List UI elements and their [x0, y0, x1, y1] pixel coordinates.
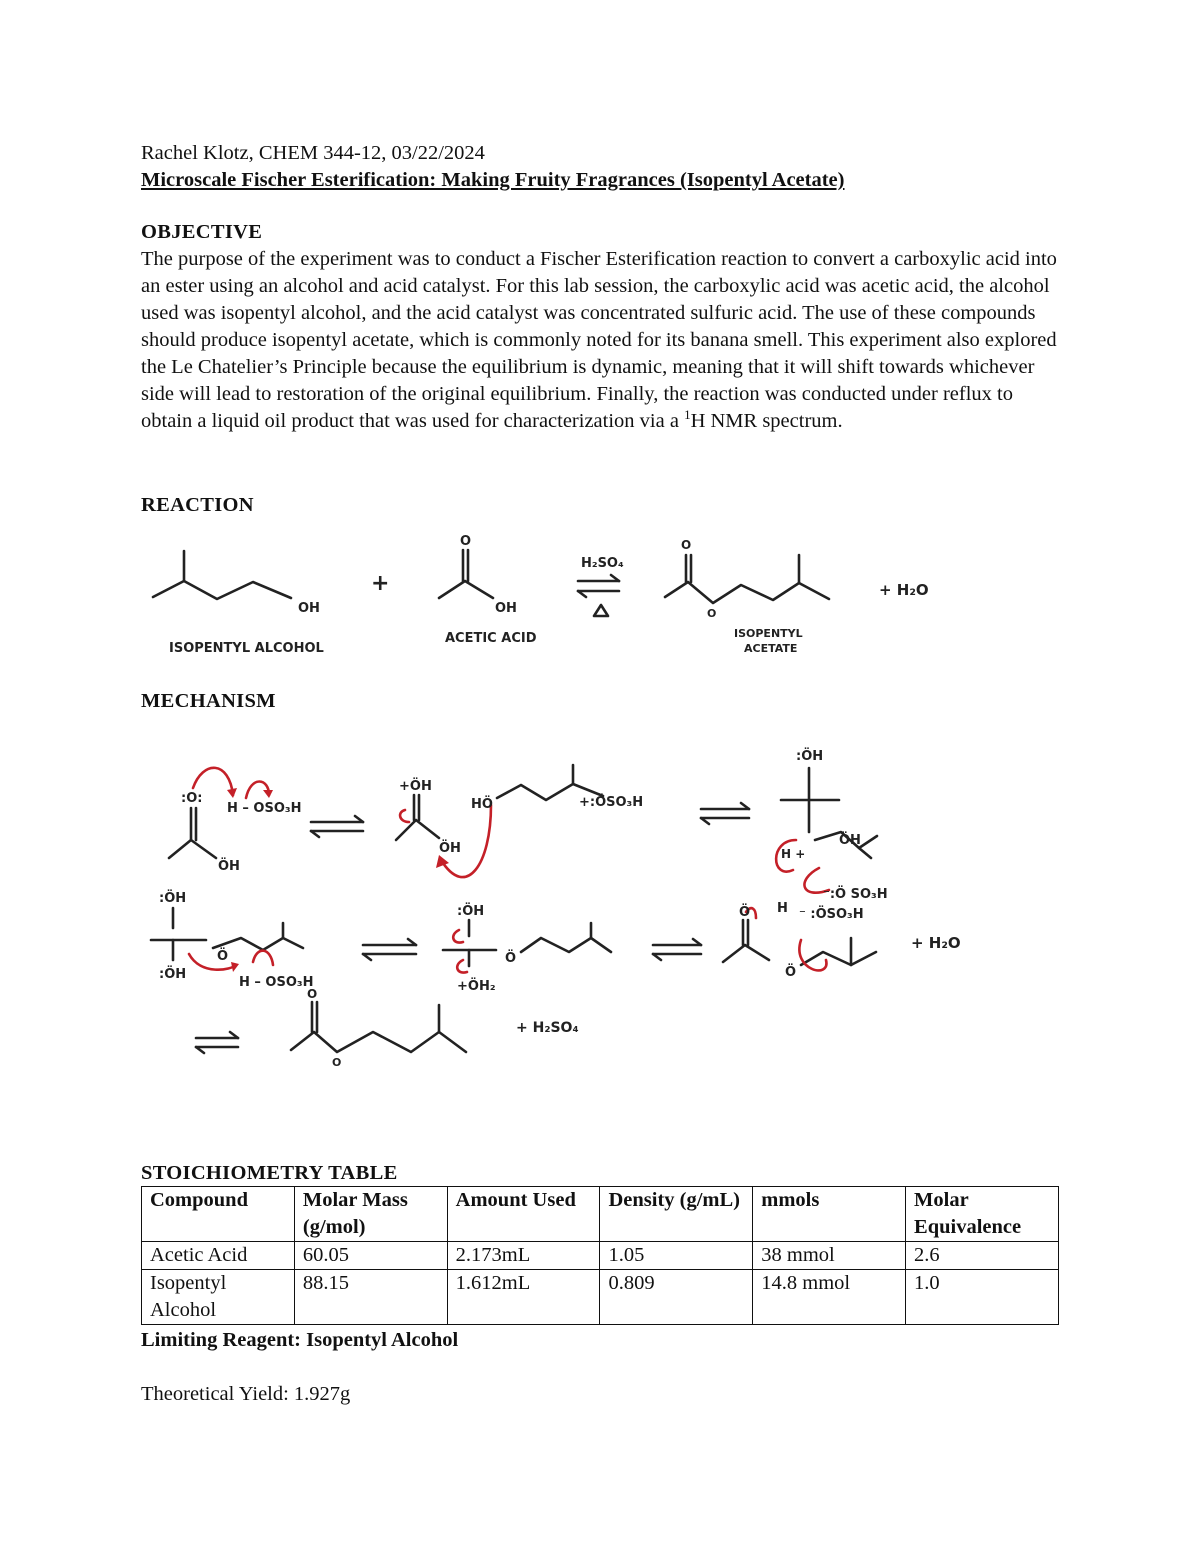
- reaction-scheme: [141, 525, 1061, 670]
- isopentyl-alcohol-label: ISOPENTYL ALCOHOL: [169, 641, 324, 656]
- mechanism-scheme: [141, 740, 1061, 1125]
- svg-text:⁻:Ö SO₃H: ⁻:Ö SO₃H: [823, 887, 888, 902]
- svg-text:Ö: Ö: [785, 965, 797, 980]
- svg-text:Ö: Ö: [217, 949, 229, 964]
- arrow-proton-transfer: [189, 954, 236, 970]
- acetate-label: ACETATE: [744, 642, 798, 655]
- heat-triangle: [594, 605, 608, 616]
- acetic-acid-structure: [439, 581, 493, 598]
- svg-text:O: O: [332, 1056, 342, 1069]
- arrow-water-leave: [453, 930, 463, 943]
- catalyst-label: H₂SO₄: [581, 556, 624, 571]
- svg-text:ÖH: ÖH: [218, 859, 240, 874]
- svg-text:⁻ :ÖSO₃H: ⁻ :ÖSO₃H: [799, 907, 864, 922]
- svg-text:Ö: Ö: [739, 905, 751, 920]
- svg-text:HÖ: HÖ: [471, 797, 493, 812]
- objective-section: [141, 219, 1061, 435]
- svg-text:+ÖH₂: +ÖH₂: [457, 979, 496, 994]
- svg-text:+ H₂SO₄: + H₂SO₄: [516, 1020, 579, 1036]
- svg-text::ÖH: :ÖH: [796, 749, 824, 764]
- table-row: Isopentyl Alcohol 88.15 1.612mL 0.809 14.8 mmol 1.0: [142, 1270, 1059, 1325]
- svg-text::ÖH: :ÖH: [457, 904, 485, 919]
- isopentyl-alcohol-structure: [153, 581, 291, 599]
- svg-text:+ H₂O: + H₂O: [911, 934, 961, 952]
- nmr-superscript: 1: [684, 407, 691, 422]
- objective-heading: OBJECTIVE: [141, 221, 263, 243]
- limiting-reagent: Limiting Reagent: Isopentyl Alcohol: [141, 1329, 459, 1351]
- col-mmols: mmols: [753, 1187, 906, 1242]
- svg-text::ÖH: :ÖH: [159, 967, 187, 982]
- svg-text:ÖH: ÖH: [439, 841, 461, 856]
- svg-text:H – OSO₃H: H – OSO₃H: [239, 975, 314, 990]
- arrow-bond-to-o: [246, 782, 269, 799]
- plus-water-label: + H₂O: [879, 581, 929, 599]
- table-row: Acetic Acid 60.05 2.173mL 1.05 38 mmol 2.6: [142, 1242, 1059, 1270]
- svg-text:O: O: [307, 987, 318, 1001]
- objective-paragraph: The purpose of the experiment was to conduct a Fischer Esterification reaction to convert a carboxylic acid into an ester using an alcohol and acid catalyst. For this lab session, the carboxylic acid was acetic acid, the alcohol used was isopentyl alcohol, and the acid catalyst was concentrated sulfuric acid. The use of these compounds should produce isopentyl acetate, which is commonly noted for its banana smell. This experiment also explored the Le Chatelier’s Principle because the equilibrium is dynamic, meaning that it will shift towards whichever side will lead to restoration of the original equilibrium. Finally, the reaction was conducted under reflux to obtain a liquid oil product that was used for characterization via a $^1$H NMR spectrum.: [141, 248, 1057, 432]
- svg-text:+:ÖSO₃H: +:ÖSO₃H: [579, 795, 644, 810]
- svg-text::O:: :O:: [181, 791, 203, 806]
- svg-text:H – OSO₃H: H – OSO₃H: [227, 801, 302, 816]
- svg-text:+ÖH: +ÖH: [399, 779, 432, 794]
- col-compound: Compound: [142, 1187, 295, 1242]
- ester-o-label: O: [707, 607, 717, 620]
- author-course-date: Rachel Klotz, CHEM 344-12, 03/22/2024: [141, 142, 485, 164]
- reaction-heading: REACTION: [141, 494, 254, 516]
- col-amount-used: Amount Used: [447, 1187, 600, 1242]
- isopentyl-label: ISOPENTYL: [734, 627, 803, 640]
- acetic-acid-label: ACETIC ACID: [445, 631, 537, 646]
- stoichiometry-heading: STOICHIOMETRY TABLE: [141, 1162, 398, 1184]
- oh-label: OH: [298, 601, 320, 616]
- svg-text:ÖH: ÖH: [839, 833, 861, 848]
- table-header-row: [142, 1187, 1059, 1242]
- mechanism-heading: MECHANISM: [141, 690, 276, 712]
- col-molar-mass: Molar Mass (g/mol): [294, 1187, 447, 1242]
- document-title: Microscale Fischer Esterification: Making Fruity Fragrances (Isopentyl Acetate): [141, 169, 845, 191]
- acid-oh-label: OH: [495, 601, 517, 616]
- col-density: Density (g/mL): [600, 1187, 753, 1242]
- isopentyl-acetate-structure: [665, 582, 829, 603]
- ester-carbonyl-o-label: O: [681, 538, 692, 552]
- svg-text:H +: H +: [781, 847, 806, 861]
- carbonyl-o-label: O: [460, 534, 472, 549]
- svg-text:H: H: [777, 901, 788, 916]
- svg-text::ÖH: :ÖH: [159, 891, 187, 906]
- stoichiometry-table: [141, 1186, 1059, 1325]
- col-molar-equivalence: Molar Equivalence: [906, 1187, 1059, 1242]
- plus-sign: +: [371, 571, 390, 596]
- svg-text:Ö: Ö: [505, 951, 517, 966]
- document-page: [141, 140, 1061, 1405]
- theoretical-yield: Theoretical Yield: 1.927g: [141, 1383, 351, 1405]
